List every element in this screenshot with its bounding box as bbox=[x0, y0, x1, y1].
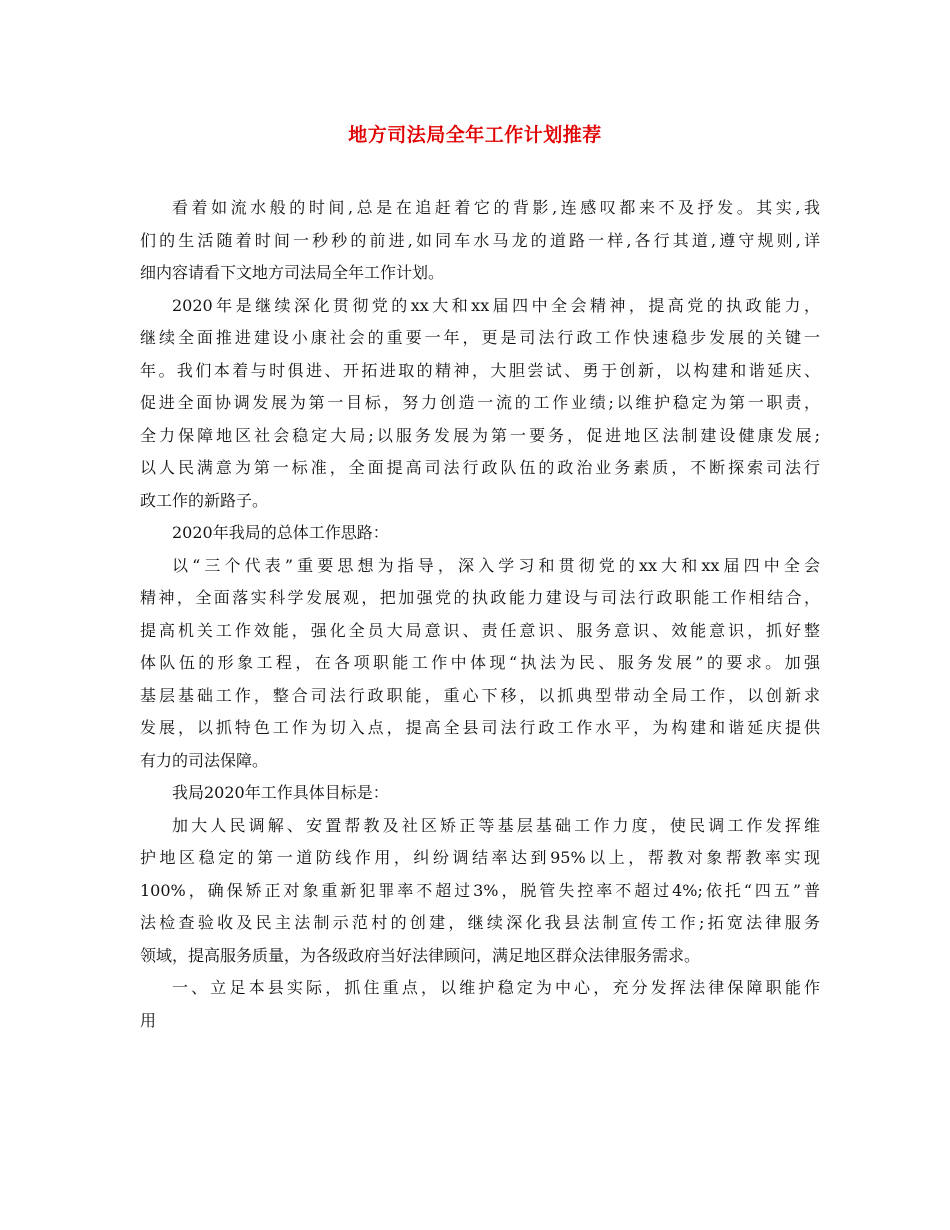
paragraph-line: 年。我们本着与时俱进、开拓进取的精神，大胆尝试、勇于创新，以构建和谐延庆、 bbox=[140, 360, 820, 380]
paragraph bbox=[140, 810, 820, 973]
paragraph bbox=[140, 550, 820, 778]
paragraph-line: 看着如流水般的时间,总是在追赶着它的背影,连感叹都来不及抒发。其实,我 bbox=[172, 198, 820, 217]
document-title: 地方司法局全年工作计划推荐 bbox=[348, 124, 602, 146]
paragraph-line: 促进全面协调发展为第一目标，努力创造一流的工作业绩;以维护稳定为第一职责， bbox=[140, 393, 820, 412]
document-body bbox=[140, 192, 820, 1037]
paragraph-line: 有力的司法保障。 bbox=[140, 750, 269, 770]
paragraph-line: 100%，确保矫正对象重新犯罪率不超过3%，脱管失控率不超过4%;依托“四五”普 bbox=[140, 880, 820, 900]
paragraph-line: 政工作的新路子。 bbox=[140, 490, 269, 510]
paragraph-line: 体队伍的形象工程，在各项职能工作中体现“执法为民、服务发展”的要求。加强 bbox=[140, 653, 820, 672]
paragraph-line: 们的生活随着时间一秒秒的前进,如同车水马龙的道路一样,各行其道,遵守规则,详 bbox=[140, 230, 820, 250]
paragraph-line: 2020年是继续深化贯彻党的xx大和xx届四中全会精神，提高党的执政能力， bbox=[172, 295, 820, 315]
paragraph-line: 发展，以抓特色工作为切入点，提高全县司法行政工作水平，为构建和谐延庆提供 bbox=[140, 718, 820, 737]
paragraph bbox=[140, 777, 820, 810]
paragraph-line: 领域，提高服务质量，为各级政府当好法律顾问，满足地区群众法律服务需求。 bbox=[140, 945, 701, 965]
paragraph-line: 精神，全面落实科学发展观，把加强党的执政能力建设与司法行政职能工作相结合， bbox=[140, 588, 820, 607]
paragraph bbox=[140, 517, 820, 550]
paragraph-line: 全力保障地区社会稳定大局;以服务发展为第一要务，促进地区法制建设健康发展; bbox=[140, 425, 820, 445]
paragraph bbox=[140, 972, 820, 1037]
paragraph-line: 我局2020年工作具体目标是： bbox=[172, 783, 389, 802]
paragraph-line: 护地区稳定的第一道防线作用，纠纷调结率达到95%以上，帮教对象帮教率实现 bbox=[140, 848, 820, 867]
paragraph bbox=[140, 192, 820, 290]
paragraph-line: 一、立足本县实际，抓住重点，以维护稳定为中心，充分发挥法律保障职能作 bbox=[172, 978, 820, 997]
paragraph-line: 以“三个代表”重要思想为指导，深入学习和贯彻党的xx大和xx届四中全会 bbox=[172, 555, 820, 575]
paragraph-line: 加大人民调解、安置帮教及社区矫正等基层基础工作力度，使民调工作发挥维 bbox=[172, 815, 820, 835]
paragraph-line: 基层基础工作，整合司法行政职能，重心下移，以抓典型带动全局工作，以创新求 bbox=[140, 685, 820, 705]
paragraph-line: 提高机关工作效能，强化全员大局意识、责任意识、服务意识、效能意识，抓好整 bbox=[140, 620, 820, 640]
paragraph-line: 2020年我局的总体工作思路： bbox=[172, 523, 389, 542]
paragraph-line: 用 bbox=[140, 1010, 157, 1030]
paragraph bbox=[140, 290, 820, 518]
paragraph-line: 继续全面推进建设小康社会的重要一年，更是司法行政工作快速稳步发展的关键一 bbox=[140, 328, 820, 347]
paragraph-line: 细内容请看下文地方司法局全年工作计划。 bbox=[140, 263, 445, 282]
paragraph-line: 以人民满意为第一标准，全面提高司法行政队伍的政治业务素质，不断探索司法行 bbox=[140, 458, 820, 477]
paragraph-line: 法检查验收及民主法制示范村的创建，继续深化我县法制宣传工作;拓宽法律服务 bbox=[140, 913, 820, 932]
